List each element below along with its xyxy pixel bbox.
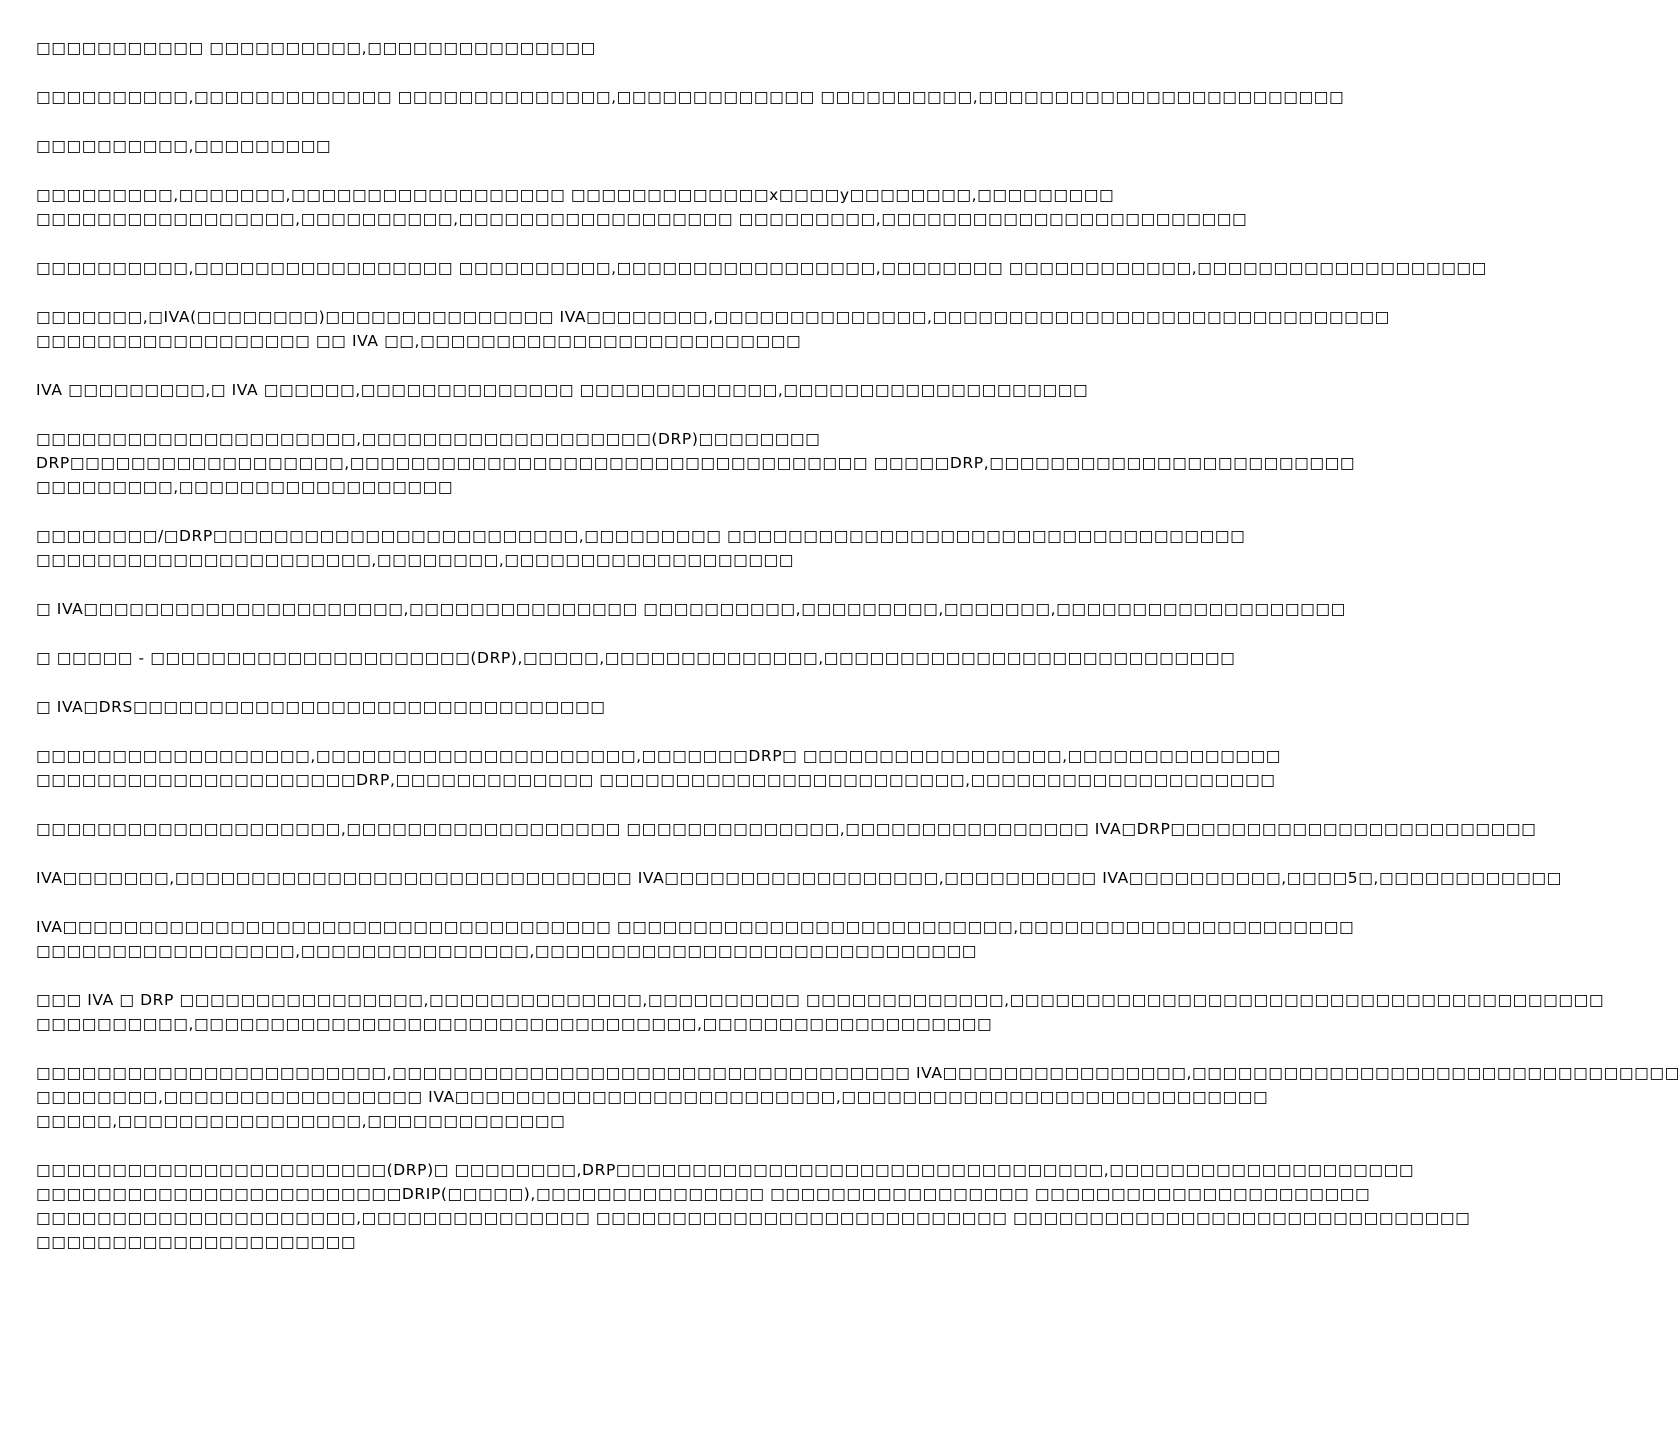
text-line: □ IVA□DRS□□□□□□□□□□□□□□□□□□□□□□□□□□□□□□□: [36, 698, 606, 716]
text-line: □□□□□□□□□□□□□□□□□□□□□: [36, 1233, 357, 1251]
text-line: □□□□□□□□□□□□□□□□□□□□□□,□□□□□□□□,□□□□□□□□□□□□□□□□□□□: [36, 551, 795, 569]
paragraph: [36, 85, 1345, 109]
paragraph: [36, 695, 988, 719]
text-line: □□□□□□□□□□□□□□□□□□□□□,□□□□□□□□□□□□□□□ □□□□□□□□□□□□□□□□□□□□□□□□□□□ □□□□□□□□□□□□□□□□□□□□□□□□□□□□□□: [36, 1209, 1471, 1227]
paragraph: [36, 817, 1537, 841]
document-body: [36, 36, 1680, 1254]
text-line: □□□□□□□□□□□□□□□□□□□□□□□(DRP)□ □□□□□□□□,DRP□□□□□□□□□□□□□□□□□□□□□□□□□□□□□□□□,□□□□□□□□□□□□□□□□□□□□: [36, 1161, 1415, 1179]
paragraph: [36, 305, 1390, 353]
text-line: □□□□□□□□□,□□□□□□□,□□□□□□□□□□□□□□□□□□ □□□□□□□□□□□□□x□□□□y□□□□□□□□,□□□□□□□□□: [36, 186, 1115, 204]
text-line: □□□□□□□□□□□ □□□□□□□□□□,□□□□□□□□□□□□□□□: [36, 39, 596, 57]
text-line: □□□□□□□□□□□□□□□□□□□□□□□□DRIP(□□□□□),□□□□□□□□□□□□□□□ □□□□□□□□□□□□□□□□□ □□□□□□□□□□□□□□□□□□□□□□: [36, 1185, 1371, 1203]
text-line: □□□□□□□□□□,□□□□□□□□□: [36, 137, 332, 155]
text-line: □□□□□□□,□IVA(□□□□□□□□)□□□□□□□□□□□□□□□ IVA□□□□□□□□,□□□□□□□□□□□□□□,□□□□□□□□□□□□□□□□□□□□□□□□□□□□□□: [36, 308, 1390, 326]
text-line: □□□□□□□□□□,□□□□□□□□□□□□□□□□□□□□□□□□□□□□□□□□□,□□□□□□□□□□□□□□□□□□□: [36, 1015, 993, 1033]
paragraph: [36, 915, 1355, 963]
text-line: □□□ IVA □ DRP □□□□□□□□□□□□□□□□,□□□□□□□□□□□□□□,□□□□□□□□□□ □□□□□□□□□□□□□,□□□□□□□□□□□□□□□□□□□□□□□□□□□□□□□□□□□□□□□: [36, 991, 1605, 1009]
text-line: □□□□□□□□/□DRP□□□□□□□□□□□□□□□□□□□□□□□□,□□□□□□□□□ □□□□□□□□□□□□□□□□□□□□□□□□□□□□□□□□□□: [36, 527, 1246, 545]
paragraph: [36, 378, 1089, 402]
text-line: IVA□□□□□□□□□□□□□□□□□□□□□□□□□□□□□□□□□□□□ □□□□□□□□□□□□□□□□□□□□□□□□□□,□□□□□□□□□□□□□□□□□□□□□□: [36, 918, 1355, 936]
text-line: □ IVA□□□□□□□□□□□□□□□□□□□□□,□□□□□□□□□□□□□□□ □□□□□□□□□□,□□□□□□□□□,□□□□□□□,□□□□□□□□□□□□□□□□□□□: [36, 600, 1346, 618]
text-line: □□□□□□□□□□□□□□□□□□,□□□□□□□□□□□□□□□□□□□□□,□□□□□□□DRP□ □□□□□□□□□□□□□□□□□,□□□□□□□□□□□□□□: [36, 747, 1282, 765]
text-line: □□□□□□□□□□□□□□□□□□□□,□□□□□□□□□□□□□□□□□□ □□□□□□□□□□□□□□,□□□□□□□□□□□□□□□□ IVA□DRP□□□□□□□□□□□□□□□□□□□□□□□□: [36, 820, 1537, 838]
text-line: □□□□□□□□□□,□□□□□□□□□□□□□□□□□ □□□□□□□□□□,□□□□□□□□□□□□□□□□□,□□□□□□□□ □□□□□□□□□□□□,□□□□□□□□□□□□□□□□□□□: [36, 259, 1487, 277]
text-line: □□□□□□□□□□□□□□□□□□□□□,□□□□□□□□□□□□□□□□□□□(DRP)□□□□□□□□: [36, 430, 821, 448]
text-line: □□□□□□□□□□,□□□□□□□□□□□□□ □□□□□□□□□□□□□□,□□□□□□□□□□□□□ □□□□□□□□□□,□□□□□□□□□□□□□□□□□□□□□□□□: [36, 88, 1345, 106]
paragraph: [36, 1158, 1471, 1254]
paragraph: [36, 597, 1346, 621]
text-line: □□□□□,□□□□□□□□□□□□□□□□,□□□□□□□□□□□□□: [36, 1112, 566, 1130]
text-line: IVA□□□□□□□,□□□□□□□□□□□□□□□□□□□□□□□□□□□□□□ IVA□□□□□□□□□□□□□□□□□□,□□□□□□□□□□ IVA□□□□□□□□□□,□□□□5□,□□□□□□□□□□□□: [36, 869, 1562, 887]
text-line: □□□□□□□□□□□□□□□□□□□□□DRP,□□□□□□□□□□□□□ □□□□□□□□□□□□□□□□□□□□□□□□,□□□□□□□□□□□□□□□□□□□□: [36, 771, 1276, 789]
text-line: □□□□□□□□□□□□□□□□□□ □□ IVA □□,□□□□□□□□□□□□□□□□□□□□□□□□□: [36, 332, 802, 350]
paragraph: [36, 427, 1356, 499]
paragraph: [36, 36, 988, 60]
text-line: □ □□□□□ - □□□□□□□□□□□□□□□□□□□□□(DRP),□□□□□,□□□□□□□□□□□□□□,□□□□□□□□□□□□□□□□□□□□□□□□□□□: [36, 649, 1236, 667]
paragraph: [36, 134, 988, 158]
text-line: □□□□□□□□□,□□□□□□□□□□□□□□□□□□: [36, 478, 454, 496]
paragraph: [36, 256, 1487, 280]
paragraph: [36, 646, 1236, 670]
paragraph: [36, 524, 1246, 572]
paragraph: [36, 744, 1282, 792]
paragraph: [36, 988, 1605, 1036]
paragraph: [36, 866, 1562, 890]
text-line: IVA □□□□□□□□□,□ IVA □□□□□□,□□□□□□□□□□□□□□ □□□□□□□□□□□□□,□□□□□□□□□□□□□□□□□□□□: [36, 381, 1089, 399]
paragraph: [36, 183, 1248, 231]
text-line: □□□□□□□□□□□□□□□□□,□□□□□□□□□□□□□□□,□□□□□□□□□□□□□□□□□□□□□□□□□□□□□: [36, 942, 977, 960]
text-line: □□□□□□□□□□□□□□□□□□□□□□□,□□□□□□□□□□□□□□□□□□□□□□□□□□□□□□□□□□ IVA□□□□□□□□□□□□□□□□,□□□□□□□□□□□□□□□□□□□□□□□□□□□□□□□□: [36, 1064, 1680, 1082]
paragraph: [36, 1061, 1680, 1133]
text-line: □□□□□□□□,□□□□□□□□□□□□□□□□□ IVA□□□□□□□□□□□□□□□□□□□□□□□□□,□□□□□□□□□□□□□□□□□□□□□□□□□□□□: [36, 1088, 1269, 1106]
text-line: DRP□□□□□□□□□□□□□□□□□□,□□□□□□□□□□□□□□□□□□□□□□□□□□□□□□□□□□ □□□□□DRP,□□□□□□□□□□□□□□□□□□□□□□□□: [36, 454, 1356, 472]
text-line: □□□□□□□□□□□□□□□□□,□□□□□□□□□□,□□□□□□□□□□□□□□□□□□ □□□□□□□□□,□□□□□□□□□□□□□□□□□□□□□□□□: [36, 210, 1248, 228]
